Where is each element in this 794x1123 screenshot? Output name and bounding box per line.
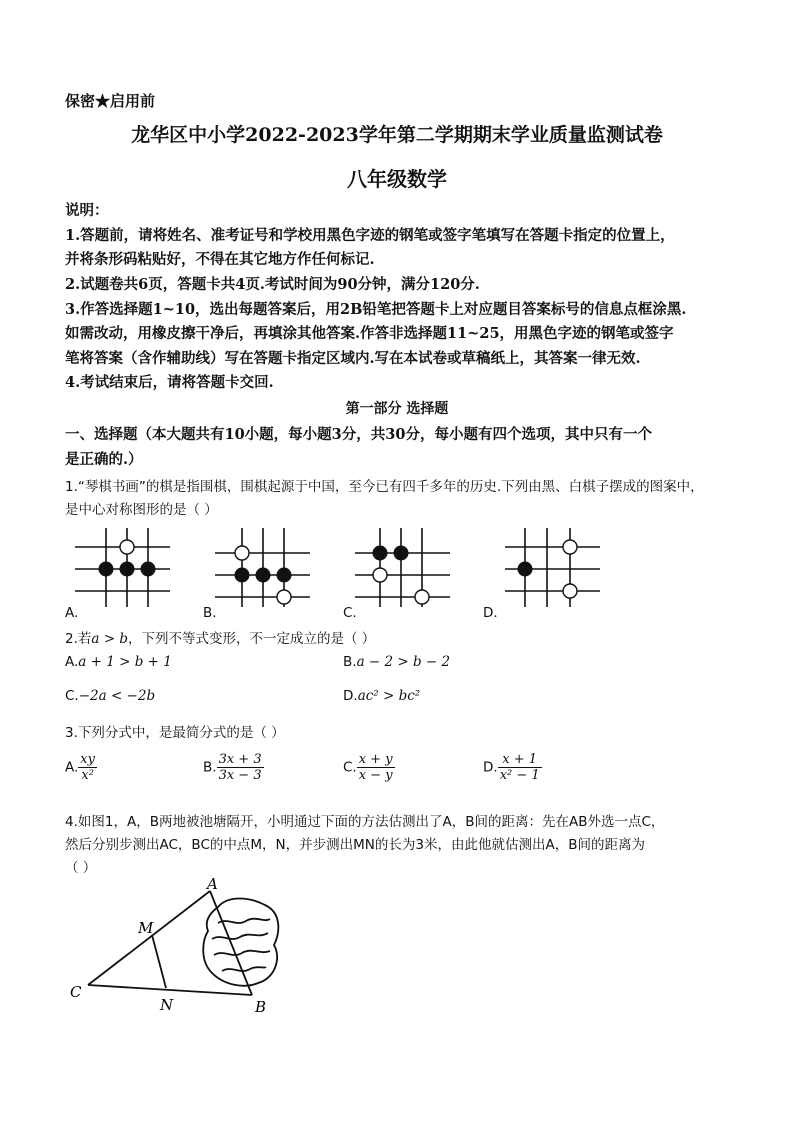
- q3-option-c[interactable]: C. $\frac{x + y}{x - y}$: [343, 752, 393, 783]
- q1-option-b-label[interactable]: B.: [203, 605, 217, 621]
- section-heading: 是正确的.）: [65, 451, 143, 468]
- fraction: $\frac{3x + 3}{3x - 3}$: [218, 752, 262, 783]
- section-heading: 一、选择题（本大题共有10小题，每小题3分，共30分，每小题有四个选项，其中只有一个: [65, 426, 652, 443]
- segment-mn: [152, 935, 166, 988]
- white-stone: [235, 546, 249, 560]
- go-board-d: [500, 525, 610, 610]
- instruction-line: 并将条形码粘贴好，不得在其它地方作任何标记.: [65, 251, 375, 268]
- q3-stem: 3.下列分式中，是最简分式的是（ ）: [65, 725, 285, 741]
- segment-cb: [88, 985, 252, 995]
- white-stone: [120, 540, 134, 554]
- fraction: $\frac{x + 1}{\text{x² − 1}}$: [499, 752, 540, 783]
- black-stone: [394, 546, 409, 561]
- instruction-line: 2.试题卷共6页，答题卡共4页.考试时间为90分钟，满分120分.: [65, 276, 480, 293]
- q2-option-c[interactable]: C.−2a < −2b: [65, 688, 156, 704]
- black-stone: [235, 568, 250, 583]
- instruction-line: 如需改动，用橡皮擦干净后，再填涂其他答案.作答非选择题11~25，用黑色字迹的钢笔或签字: [65, 325, 674, 342]
- q1-stem: 是中心对称图形的是（ ）: [65, 502, 218, 518]
- exam-title: 龙华区中小学2022-2023学年第二学期期末学业质量监测试卷: [131, 124, 663, 146]
- q2-condition: a > b: [91, 631, 128, 647]
- white-stone: [563, 540, 577, 554]
- label-a: A: [207, 875, 218, 893]
- pond-wave: [212, 933, 268, 939]
- q3-option-d[interactable]: D. $\frac{x + 1}{\text{x² − 1}}$: [483, 752, 540, 783]
- go-board-b: [210, 525, 320, 610]
- black-stone: [373, 546, 388, 561]
- label-m: M: [138, 919, 154, 937]
- q1-stem: 1.“琴棋书画”的棋是指围棋，围棋起源于中国，至今已有四千多年的历史.下列由黑、白棋子摆成的图案中，: [65, 479, 704, 495]
- q1-option-d-label[interactable]: D.: [483, 605, 498, 621]
- exam-subtitle: 八年级数学: [347, 167, 447, 191]
- black-stone: [277, 568, 292, 583]
- go-board-c: [350, 525, 460, 610]
- black-stone: [518, 562, 533, 577]
- q4-stem: 然后分别步测出AC，BC的中点M，N，并步测出MN的长为3米，由此他就估测出A，B间的距离为: [65, 837, 645, 853]
- q2-option-a[interactable]: A.a + 1 > b + 1: [65, 654, 172, 670]
- q3-option-b[interactable]: B. $\frac{3x + 3}{3x - 3}$: [203, 752, 262, 783]
- instructions-heading: 说明：: [65, 202, 109, 219]
- label-n: N: [160, 996, 174, 1014]
- pond-wave: [222, 967, 266, 971]
- label-c: C: [70, 983, 82, 1001]
- fraction: $\frac{x + y}{x - y}$: [358, 752, 393, 783]
- label-b: B: [255, 998, 267, 1016]
- q2-option-d[interactable]: D.ac² > bc²: [343, 688, 421, 704]
- pond-triangle-figure: [60, 875, 310, 1025]
- black-stone: [256, 568, 271, 583]
- instruction-line: 笔将答案（含作辅助线）写在答题卡指定区域内.写在本试卷或草稿纸上，其答案一律无效.: [65, 350, 641, 367]
- pond-outline: [203, 899, 278, 986]
- instruction-line: 4.考试结束后，请将答题卡交回.: [65, 374, 274, 391]
- white-stone: [373, 568, 387, 582]
- q3-option-a[interactable]: A. $\frac{xy}{\text{x²}}$: [65, 752, 95, 783]
- q4-stem: （ ）: [65, 860, 97, 876]
- go-board-a: [70, 525, 180, 610]
- section-title: 第一部分 选择题: [345, 401, 449, 417]
- q1-option-a-label[interactable]: A.: [65, 605, 79, 621]
- segment-ab-edge: [210, 891, 252, 995]
- q2-option-b[interactable]: B.a − 2 > b − 2: [343, 654, 451, 670]
- q1-option-c-label[interactable]: C.: [343, 605, 357, 621]
- q4-stem: 4.如图1，A，B两地被池塘隔开，小明通过下面的方法估测出了A，B间的距离：先在AB外选一点C，: [65, 814, 665, 830]
- white-stone: [415, 590, 429, 604]
- instruction-line: 1.答题前，请将姓名、准考证号和学校用黑色字迹的钢笔或签字笔填写在答题卡指定的位置上，: [65, 227, 675, 244]
- q2-stem: 2.若a > b，下列不等式变形，不一定成立的是（ ）: [65, 631, 376, 647]
- instruction-line: 3.作答选择题1~10，选出每题答案后，用2B铅笔把答题卡上对应题目答案标号的信息点框涂黑.: [65, 301, 687, 318]
- black-stone: [141, 562, 156, 577]
- black-stone: [120, 562, 135, 577]
- fraction: $\frac{xy}{\text{x²}}$: [80, 752, 95, 783]
- pond-wave: [218, 919, 270, 923]
- segment-ca: [88, 891, 210, 985]
- pond-wave: [214, 951, 270, 955]
- black-stone: [99, 562, 114, 577]
- confidential-mark: 保密★启用前: [65, 92, 156, 110]
- white-stone: [563, 584, 577, 598]
- white-stone: [277, 590, 291, 604]
